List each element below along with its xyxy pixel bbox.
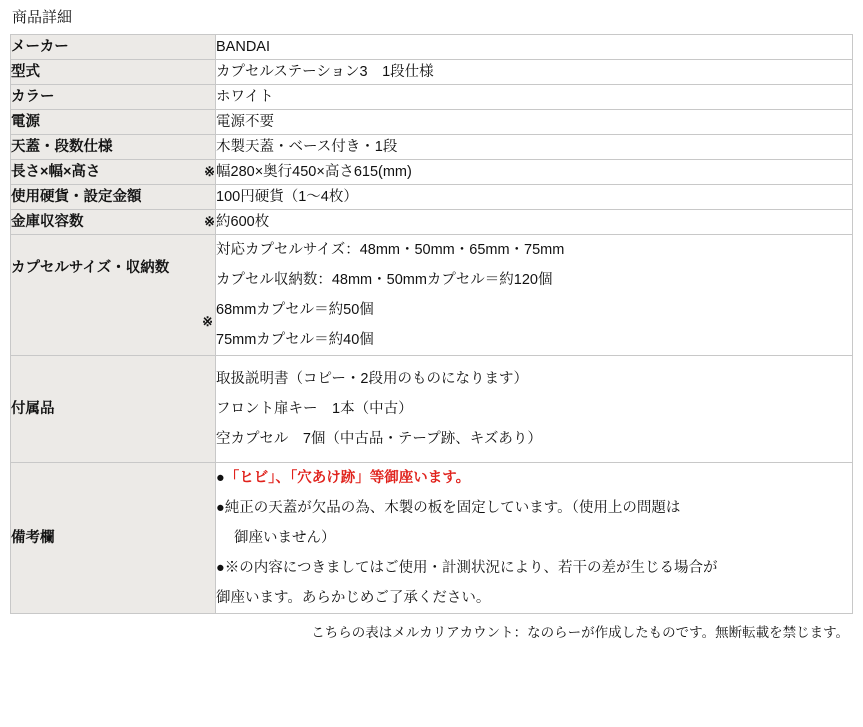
row-value-cell: [216, 85, 853, 110]
row-label: カラー: [11, 89, 55, 105]
row-label: 長さ×幅×高さ: [11, 164, 101, 180]
row-label: 天蓋・段数仕様: [11, 139, 113, 155]
row-value-line: 電源不要: [216, 114, 274, 130]
remark-text-cont: 御座いません）: [234, 530, 336, 546]
row-label-cell: [11, 356, 216, 463]
table-row: [11, 210, 853, 235]
row-value-cell: [216, 160, 853, 185]
row-label-cell: [11, 110, 216, 135]
row-value-cell: [216, 356, 853, 463]
row-value-line: 空カプセル 7個（中古品・テープ跡、キズあり）: [216, 431, 542, 447]
row-value-line: カプセルステーション3 1段仕様: [216, 64, 434, 80]
row-value-cell: [216, 463, 853, 614]
row-label-mark: ※: [204, 164, 215, 179]
row-label-cell: [11, 35, 216, 60]
row-value-line: カプセル収納数：48mm・50mmカプセル＝約120個: [216, 272, 553, 288]
row-label-cell: [11, 185, 216, 210]
row-value-cell: [216, 185, 853, 210]
table-row: [11, 135, 853, 160]
remark-warning-text: 「ヒビ」、「穴あけ跡」等御座います。: [224, 470, 471, 486]
remark-bullet: [216, 463, 852, 493]
spec-table: [10, 34, 853, 614]
row-label-cell: [11, 60, 216, 85]
remark-bullet: [216, 493, 852, 523]
bullet-marker: ●: [216, 500, 225, 516]
row-label: メーカー: [11, 39, 69, 55]
row-label-cell: [11, 160, 216, 185]
row-value-line: 約600枚: [216, 214, 270, 230]
bullet-marker: ●: [216, 560, 225, 576]
row-value-line: 木製天蓋・ベース付き・1段: [216, 139, 398, 155]
footer-note: こちらの表はメルカリアカウント：なのらーが作成したものです。無断転載を禁じます。: [311, 625, 849, 640]
row-value-cell: [216, 60, 853, 85]
row-value-line: 幅280×奥行450×高さ615(mm): [216, 164, 412, 180]
row-label-cell: [11, 210, 216, 235]
remark-text: 純正の天蓋が欠品の為、木製の板を固定しています。（使用上の問題は: [224, 500, 681, 516]
row-value-cell: [216, 110, 853, 135]
row-label-cell: [11, 135, 216, 160]
row-value-line: 取扱説明書（コピー・2段用のものになります）: [216, 371, 528, 387]
row-label-cell: [11, 235, 216, 356]
row-label: 電源: [11, 114, 40, 130]
row-value-cell: [216, 210, 853, 235]
row-value-cell: [216, 35, 853, 60]
row-value-line: BANDAI: [216, 39, 270, 55]
row-value-line: 100円硬貨（1〜4枚）: [216, 189, 358, 205]
table-row: [11, 85, 853, 110]
bullet-marker: ●: [216, 470, 225, 486]
row-value-line: 対応カプセルサイズ：48mm・50mm・65mm・75mm: [216, 242, 565, 258]
remark-text-cont: 御座います。あらかじめご了承ください。: [216, 590, 491, 606]
row-value-line: フロント扉キー 1本（中古）: [216, 401, 413, 417]
row-label: 付属品: [11, 401, 55, 417]
row-label: 備考欄: [11, 530, 55, 546]
row-label: 型式: [11, 64, 40, 80]
row-value-line: ホワイト: [216, 89, 274, 105]
remark-text: ※の内容につきましてはご使用・計測状況により、若干の差が生じる場合が: [224, 560, 718, 576]
row-value-line: 75mmカプセル＝約40個: [216, 332, 374, 348]
table-row: [11, 35, 853, 60]
row-label-mark: ※: [202, 314, 213, 329]
row-value-cell: [216, 135, 853, 160]
row-label-cell: [11, 463, 216, 614]
table-row: [11, 185, 853, 210]
row-value-cell: [216, 235, 853, 356]
table-row-remarks: [11, 463, 853, 614]
row-label: カプセルサイズ・収納数: [11, 260, 170, 276]
table-row: [11, 110, 853, 135]
table-row-accessories: [11, 356, 853, 463]
page-title: 商品詳細: [12, 9, 73, 26]
row-label: 使用硬貨・設定金額: [11, 189, 142, 205]
table-row: [11, 60, 853, 85]
table-row-capsule: [11, 235, 853, 356]
row-label-cell: [11, 85, 216, 110]
table-row: [11, 160, 853, 185]
row-value-line: 68mmカプセル＝約50個: [216, 302, 374, 318]
row-label-mark: ※: [204, 214, 215, 229]
row-label: 金庫収容数: [11, 214, 84, 230]
remark-bullet: [216, 553, 852, 583]
